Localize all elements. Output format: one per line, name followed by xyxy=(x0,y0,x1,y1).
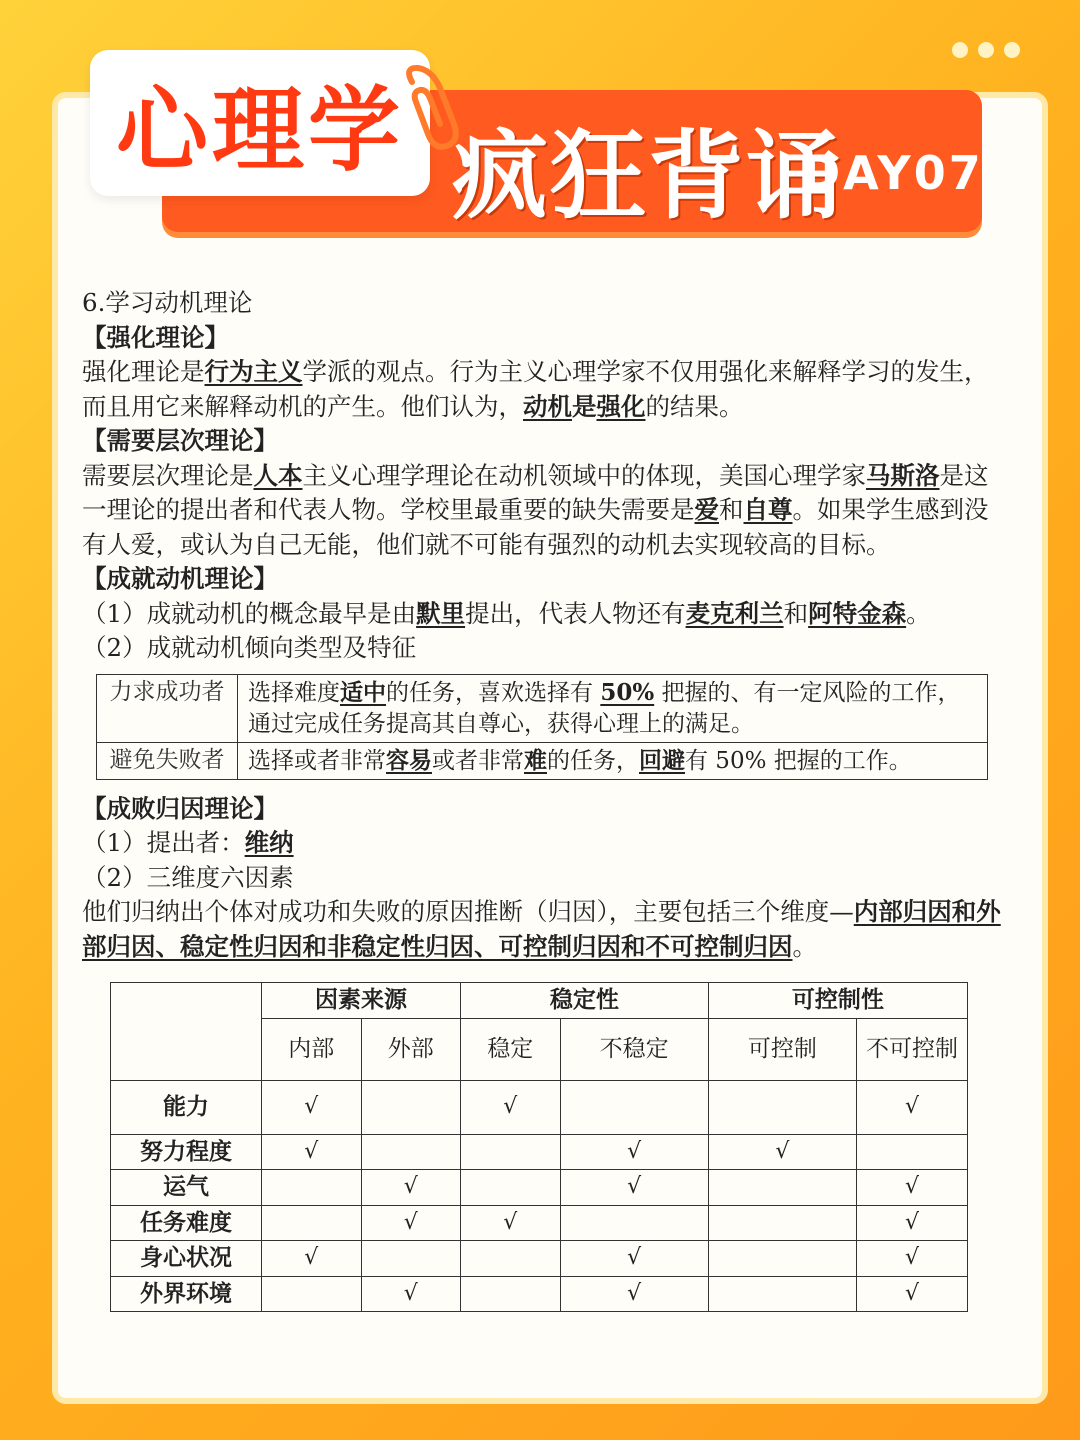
row-label: 运气 xyxy=(111,1170,262,1206)
key-term: 麦克利兰 xyxy=(685,598,784,628)
group-header: 稳定性 xyxy=(461,983,709,1019)
check-cell xyxy=(857,1134,968,1170)
table-row xyxy=(111,1276,968,1312)
sub-header: 不稳定 xyxy=(560,1018,708,1080)
table-value-cell: 选择或者非常容易或者非常难的任务，回避有 50% 把握的工作。 xyxy=(238,742,988,779)
table-row xyxy=(111,1134,968,1170)
check-cell xyxy=(461,1170,561,1206)
check-cell xyxy=(708,1170,856,1206)
sub-header: 可控制 xyxy=(708,1018,856,1080)
check-cell xyxy=(262,1170,362,1206)
table-key-cell: 避免失败者 xyxy=(97,742,238,779)
check-cell xyxy=(708,1205,856,1241)
row-label: 任务难度 xyxy=(111,1205,262,1241)
check-cell xyxy=(461,1276,561,1312)
check-cell xyxy=(361,1134,461,1170)
row-label: 外界环境 xyxy=(111,1276,262,1312)
check-cell xyxy=(461,1241,561,1277)
hierarchy-paragraph: 需要层次理论是人本主义心理学理论在动机领域中的体现，美国心理学家马斯洛是这一理论的提出者和代表人物。学校里最重要的缺失需要是爱和自尊。如果学生感到没有人爱，或认为自己无能，他们就不可能有强烈的动机去实现较高的目标。 xyxy=(82,460,989,559)
key-term: 马斯洛 xyxy=(866,460,940,490)
table-row xyxy=(111,1241,968,1277)
check-cell: √ xyxy=(361,1170,461,1206)
key-term: 内部归因和外部归因、稳定性归因和非稳定性归因、可控制归因和不可控制归因 xyxy=(82,897,1001,961)
attribution-table xyxy=(110,982,968,1312)
table-row xyxy=(111,1080,968,1134)
key-term: 爱 xyxy=(694,495,719,524)
check-cell xyxy=(262,1205,362,1241)
key-term: 行为主义 xyxy=(204,357,303,386)
group-header: 因素来源 xyxy=(262,983,461,1019)
reinforcement-title: 【强化理论】 xyxy=(82,322,229,352)
table-row xyxy=(111,1170,968,1206)
attribution-paragraph: 他们归纳出个体对成功和失败的原因推断（归因），主要包括三个维度—内部归因和外部归因、稳定性归因和非稳定性归因、可控制归因和不可控制归因。 xyxy=(82,897,1001,961)
table-value-cell: 选择难度适中的任务，喜欢选择有 50% 把握的、有一定风险的工作，通过完成任务提高其自尊心，获得心理上的满足。 xyxy=(238,674,988,742)
day-label: DAY07 xyxy=(802,146,984,200)
achievement-title: 【成就动机理论】 xyxy=(82,564,278,593)
table-row xyxy=(97,674,988,742)
check-cell: √ xyxy=(560,1170,708,1206)
achievement-item-2: （2）成就动机倾向类型及特征 xyxy=(82,633,417,662)
check-cell: √ xyxy=(361,1205,461,1241)
document-body xyxy=(82,286,1012,1312)
check-cell: √ xyxy=(560,1134,708,1170)
check-cell: √ xyxy=(708,1134,856,1170)
check-cell xyxy=(461,1134,561,1170)
title-label xyxy=(90,50,430,196)
check-cell xyxy=(708,1276,856,1312)
check-cell: √ xyxy=(262,1241,362,1277)
check-cell: √ xyxy=(560,1241,708,1277)
key-term: 自尊 xyxy=(743,495,793,524)
key-term: 阿特金森 xyxy=(808,598,907,628)
dot xyxy=(1004,42,1020,58)
key-term: 人本 xyxy=(253,460,303,490)
check-cell: √ xyxy=(857,1170,968,1206)
check-cell: √ xyxy=(461,1205,561,1241)
check-cell xyxy=(560,1205,708,1241)
key-term: 维纳 xyxy=(244,828,294,857)
check-cell: √ xyxy=(857,1241,968,1277)
section-heading: 6.学习动机理论 xyxy=(82,288,253,317)
attribution-item-1: （1）提出者：维纳 xyxy=(82,828,294,857)
sub-header: 内部 xyxy=(262,1018,362,1080)
attribution-title: 【成败归因理论】 xyxy=(82,793,278,823)
check-cell: √ xyxy=(857,1276,968,1312)
check-cell: √ xyxy=(262,1134,362,1170)
table-header-row xyxy=(111,983,968,1019)
sub-header: 不可控制 xyxy=(857,1018,968,1080)
check-cell: √ xyxy=(857,1205,968,1241)
check-cell xyxy=(708,1080,856,1134)
row-label: 努力程度 xyxy=(111,1134,262,1170)
key-term: 强化 xyxy=(596,391,646,421)
check-cell xyxy=(708,1241,856,1277)
group-header: 可控制性 xyxy=(708,983,967,1019)
attribution-item-2: （2）三维度六因素 xyxy=(82,862,294,892)
check-cell xyxy=(560,1080,708,1134)
check-cell: √ xyxy=(857,1080,968,1134)
table-row xyxy=(97,742,988,779)
hierarchy-title: 【需要层次理论】 xyxy=(82,426,278,455)
table-row xyxy=(111,1205,968,1241)
check-cell xyxy=(262,1276,362,1312)
table-key-cell: 力求成功者 xyxy=(97,674,238,742)
sub-header: 外部 xyxy=(361,1018,461,1080)
decor-dots xyxy=(952,42,1020,58)
achievement-table xyxy=(96,674,988,780)
row-label: 身心状况 xyxy=(111,1241,262,1277)
achievement-item-1: （1）成就动机的概念最早是由默里提出，代表人物还有麦克利兰和阿特金森。 xyxy=(82,598,931,628)
row-label: 能力 xyxy=(111,1080,262,1134)
check-cell: √ xyxy=(560,1276,708,1312)
title-right: 疯狂背诵 xyxy=(452,120,844,232)
key-term: 默里 xyxy=(416,598,466,628)
sub-header: 稳定 xyxy=(461,1018,561,1080)
check-cell: √ xyxy=(361,1276,461,1312)
check-cell: √ xyxy=(461,1080,561,1134)
dot xyxy=(978,42,994,58)
check-cell xyxy=(361,1080,461,1134)
table-corner-cell xyxy=(111,983,262,1081)
title-left: 心理学 xyxy=(115,77,404,184)
reinforcement-paragraph: 强化理论是行为主义学派的观点。行为主义心理学家不仅用强化来解释学习的发生，而且用它来解释动机的产生。他们认为，动机是强化的结果。 xyxy=(82,357,989,421)
key-term: 动机 xyxy=(523,391,572,421)
check-cell xyxy=(361,1241,461,1277)
dot xyxy=(952,42,968,58)
check-cell: √ xyxy=(262,1080,362,1134)
